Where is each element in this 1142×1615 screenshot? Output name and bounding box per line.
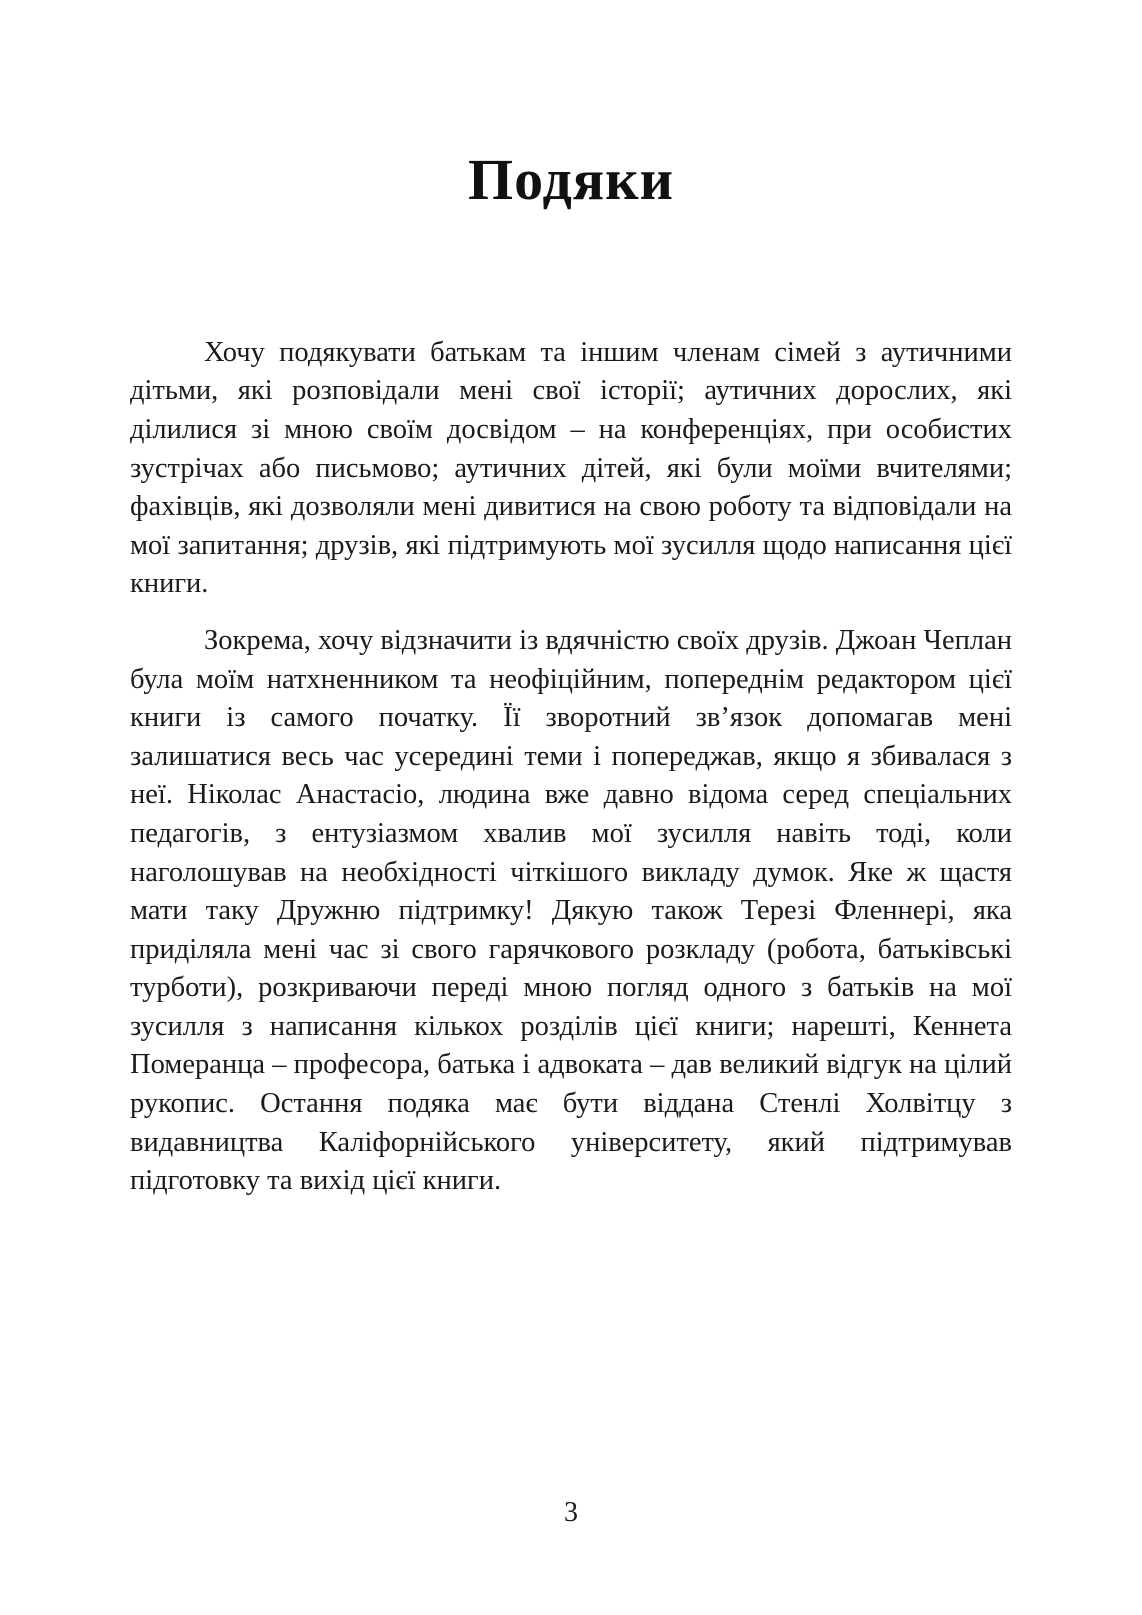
body-text: [130, 334, 1012, 1201]
paragraph: Зокрема, хочу відзначити із вдячністю своїх друзів. Джоан Чеплан була моїм натхненником та неофіційним, попереднім редактором цієї книги із самого початку. Її зворотний зв’язок допомагав мені залишатися весь час усередині теми і попереджав, якщо я збивалася з неї. Ніколас Анастасіо, людина вже давно відома серед спеціальних педагогів, з ентузіазмом хвалив мої зусилля навіть тоді, коли наголошував на необхідності чіткішого викладу думок. Яке ж щастя мати таку Дружню підтримку! Дякую також Терезі Фленнері, яка приділяла мені час зі свого гарячкового розкладу (робота, батьківські турботи), розкриваючи переді мною погляд одного з батьків на мої зусилля з написання кількох розділів цієї книги; нарешті, Кеннета Померанца – професора, батька і адвоката – дав великий відгук на цілий рукопис. Остання подяка має бути віддана Стенлі Холвітцу з видавництва Каліфорнійського університету, який підтримував підготовку та вихід цієї книги.: [130, 624, 1012, 1197]
page-title: Подяки: [468, 147, 674, 212]
paragraph: Хочу подякувати батькам та іншим членам сімей з аутичними дітьми, які розповідали мені свої історії; аутичних дорослих, які ділилися зі мною своїм досвідом – на конференціях, при особистих зустрічах або письмово; аутичних дітей, які були моїми вчителями; фахівців, які дозволяли мені дивитися на свою роботу та відповідали на мої запитання; друзів, які підтримують мої зусилля щодо написання цієї книги.: [130, 336, 1012, 600]
page-number: 3: [564, 1497, 578, 1528]
